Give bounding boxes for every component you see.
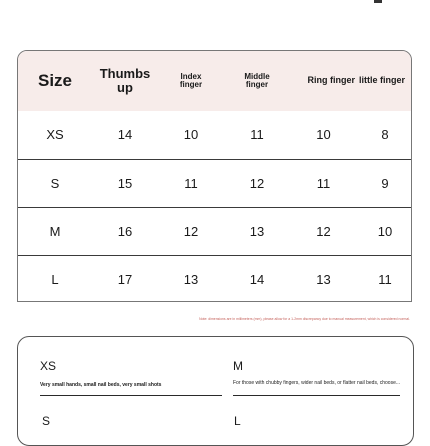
cell-ring: 11 xyxy=(290,159,357,207)
table-header-row xyxy=(18,51,412,111)
cell-thumb: 17 xyxy=(92,255,158,302)
description-size-label: L xyxy=(234,414,241,428)
cell-little: 8 xyxy=(381,127,389,143)
table-row xyxy=(18,111,412,159)
cell-middle: 12 xyxy=(224,159,290,207)
description-s xyxy=(42,414,50,428)
cell-little: 11 xyxy=(357,255,412,302)
table-row xyxy=(18,255,412,302)
row-size-label: M xyxy=(18,207,92,255)
header-index-finger: Index finger xyxy=(179,71,203,89)
cell-ring: 10 xyxy=(316,127,331,143)
cell-middle: 14 xyxy=(224,255,290,302)
cell-index: 13 xyxy=(158,255,224,302)
description-text: Very small hands, small nail beds, very small shots xyxy=(40,382,162,388)
description-size-label: S xyxy=(42,414,51,428)
description-l xyxy=(234,414,241,428)
description-m xyxy=(233,359,408,386)
header-little-finger: little finger xyxy=(359,75,406,86)
divider xyxy=(233,395,400,396)
table-row xyxy=(18,207,412,255)
description-size-label: XS xyxy=(40,359,57,373)
cell-index: 11 xyxy=(158,159,224,207)
header-middle-finger: Middle finger xyxy=(244,71,270,89)
cell-thumb: 14 xyxy=(117,127,133,143)
header-thumb: Thumbs up xyxy=(99,66,151,95)
cell-middle: 11 xyxy=(250,127,264,143)
description-size-label: M xyxy=(233,359,243,373)
size-chart-card xyxy=(17,50,412,302)
measurement-note: Note: dimensions are in millimeters (mm), please allow for a 1-2mm discrepancy due to manual measurement, which is considered normal. xyxy=(199,317,410,321)
cell-little: 9 xyxy=(357,159,412,207)
row-size-label: XS xyxy=(46,127,64,143)
table-row xyxy=(18,159,412,207)
description-xs xyxy=(40,359,161,388)
cell-index: 12 xyxy=(158,207,224,255)
cell-index: 10 xyxy=(183,127,199,143)
cell-ring: 13 xyxy=(290,255,357,302)
size-chart-table xyxy=(18,51,412,302)
top-edge-mark xyxy=(374,0,382,3)
row-size-label: L xyxy=(18,255,92,302)
divider xyxy=(40,395,222,396)
cell-little: 10 xyxy=(357,207,412,255)
cell-ring: 12 xyxy=(290,207,357,255)
cell-thumb: 16 xyxy=(92,207,158,255)
cell-thumb: 15 xyxy=(92,159,158,207)
header-size: Size xyxy=(37,71,73,91)
header-ring-finger: Ring finger xyxy=(307,75,355,86)
cell-middle: 13 xyxy=(224,207,290,255)
row-size-label: S xyxy=(18,159,92,207)
description-text: For those with chubby fingers, wider nail beds, or flatter nail beds, choose... xyxy=(233,380,401,386)
